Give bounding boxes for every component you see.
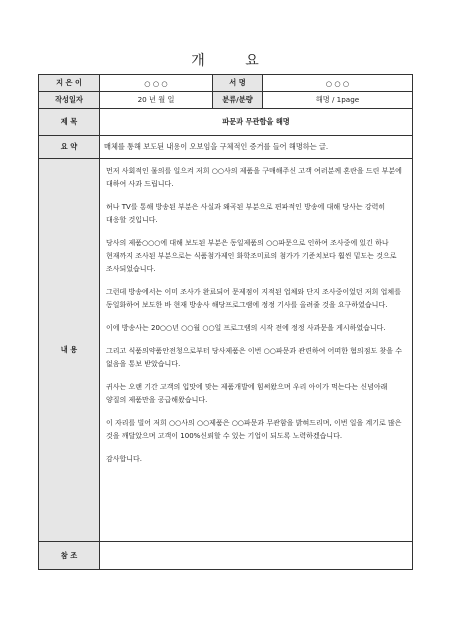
summary-value[interactable]: 매체를 통해 보도된 내용이 오보임을 구체적인 증거를 들어 해명하는 글. (100, 136, 413, 159)
date-value[interactable]: 20 년 월 일 (100, 92, 213, 109)
content-paragraph: 이 자리를 빌어 저희 ○○사의 ○○제품은 ○○파문과 무관함을 밝혀드리며, 이번 일을 계기로 많은 것을 깨달았으며 고객이 100%신뢰할 수 있는 기업이 되도록 노력하겠습니다. (106, 419, 402, 440)
signature-label: 서 명 (213, 75, 263, 92)
overview-form (38, 74, 413, 570)
subject-value[interactable]: 파문과 무관함을 해명 (100, 109, 413, 136)
content-paragraph: 허나 TV를 통해 방송된 부분은 사실과 왜곡된 부분으로 편파적인 방송에 대해 당사는 강력히 대응할 것입니다. (106, 203, 386, 224)
summary-row (39, 136, 413, 159)
category-value[interactable]: 해명 / 1page (263, 92, 413, 109)
content-label: 내 용 (39, 159, 100, 542)
content-paragraph: 그런데 방송에서는 이미 조사가 완료되어 문제점이 지적된 업체와 단지 조사중이었던 저희 업체를 동일화하여 보도한 바 현재 방송사 해당프로그램에 정정 기사를 올려줄 것을 요구하였습니다. (106, 288, 401, 309)
content-row (39, 159, 413, 542)
content-paragraph: 당사의 제품○○○에 대해 보도된 부분은 동일제품의 ○○파문으로 인하여 조사중에 있긴 하나 현재까지 조사된 부분으로는 식품첨가제인 화학조미료의 첨가가 기준치보다 훨씬 밑도는 것으로 조사되었습니다. (106, 239, 397, 273)
date-row (39, 92, 413, 109)
date-label: 작성일자 (39, 92, 100, 109)
content-paragraph: 그리고 식품의약품안전청으로부터 당사제품은 이번 ○○파문과 관련하여 어떠한 혐의점도 찾을 수 없음을 통보 받았습니다. (106, 347, 402, 368)
signature-value[interactable]: ○ ○ ○ (263, 75, 413, 92)
content-body[interactable] (100, 159, 413, 542)
subject-label: 제 목 (39, 109, 100, 136)
summary-label: 요 약 (39, 136, 100, 159)
content-paragraph: 먼저 사회적인 물의를 일으켜 저희 ○○사의 제품을 구매해주신 고객 여러분께 혼란을 드린 부분에 대하여 사과 드립니다. (106, 167, 402, 188)
reference-row (39, 542, 413, 570)
content-paragraph: 이에 방송사는 20○○년 ○○월 ○○일 프로그램의 시작 전에 정정 사과문을 게시하였습니다. (106, 324, 386, 332)
subject-row (39, 109, 413, 136)
category-label: 분류/분량 (213, 92, 263, 109)
reference-label: 참 조 (39, 542, 100, 570)
reference-value[interactable] (100, 542, 413, 570)
content-paragraph: 감사합니다. (106, 455, 143, 463)
author-value[interactable]: ○ ○ ○ (100, 75, 213, 92)
content-paragraph: 귀사는 오랜 기간 고객의 입맛에 맞는 제품개발에 힘써왔으며 우리 아이가 먹는다는 신념아래 양질의 제품만을 공급해왔습니다. (106, 383, 388, 404)
author-label: 지 은 이 (39, 75, 100, 92)
author-row (39, 75, 413, 92)
document-title: 개 요 (191, 53, 277, 69)
